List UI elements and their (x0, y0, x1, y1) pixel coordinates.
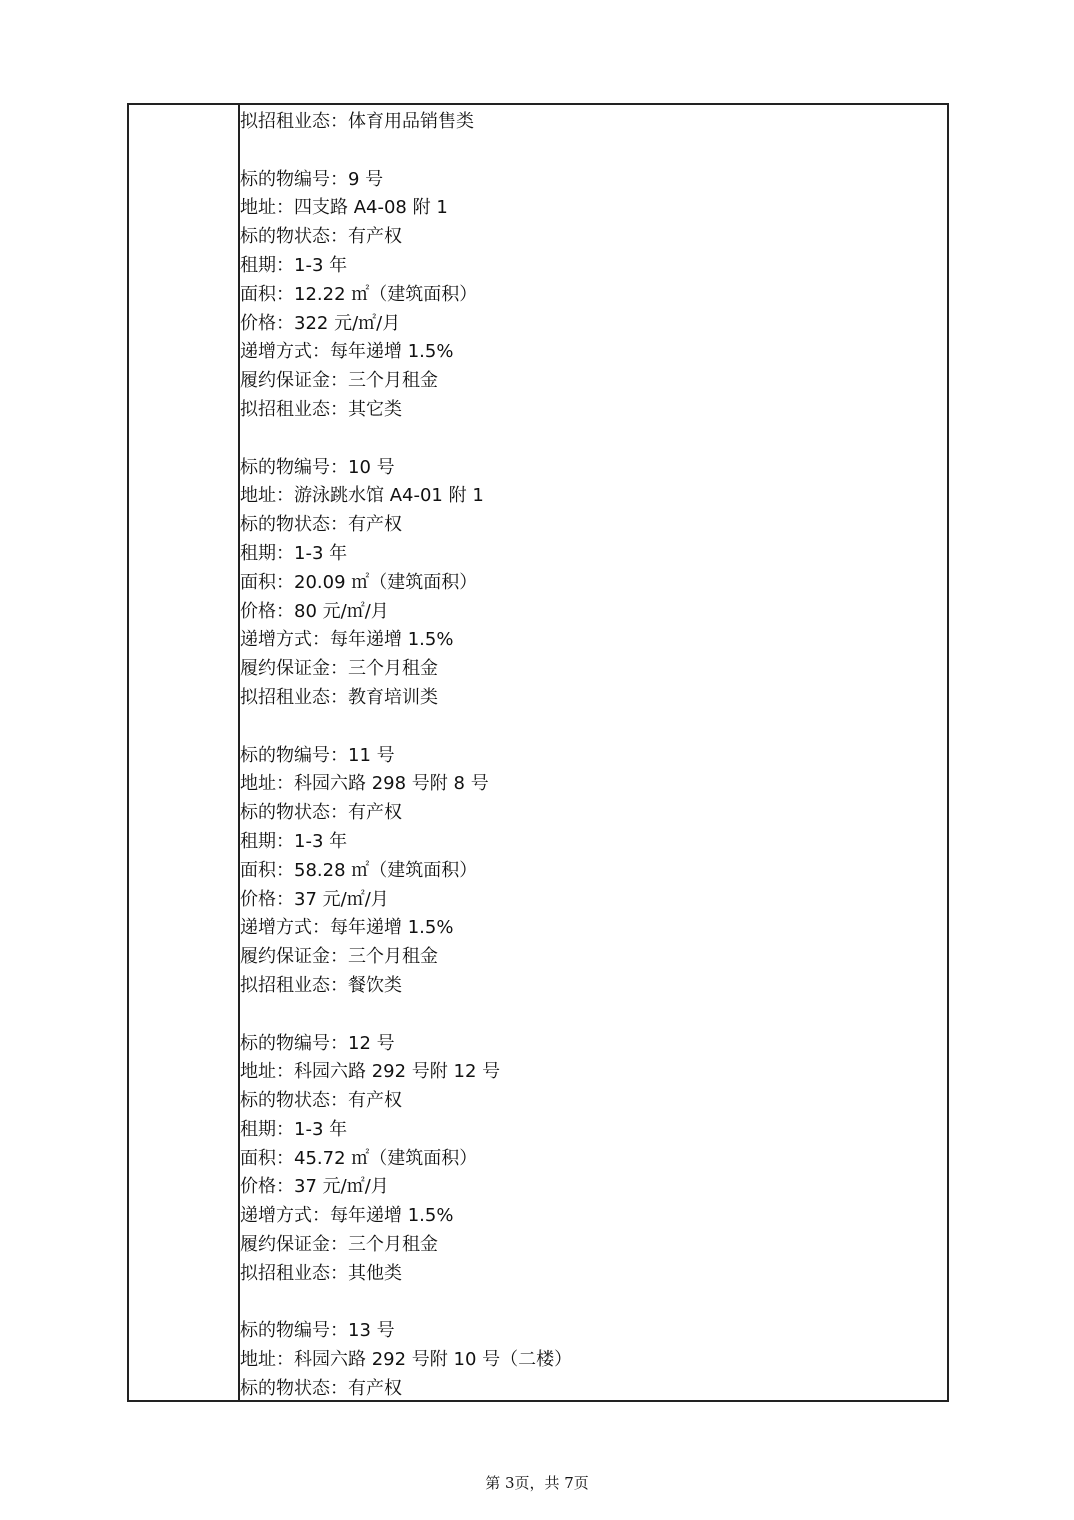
text-line: 面积：45.72 ㎡（建筑面积） (240, 1147, 478, 1169)
page-footer: 第 3页，共 7页 (485, 1474, 589, 1492)
text-line: 地址：科园六路 292 号附 12 号 (240, 1061, 501, 1083)
text-line: 递增方式：每年递增 1.5% (240, 917, 454, 939)
text-line: 递增方式：每年递增 1.5% (240, 1205, 454, 1227)
text-line: 价格：37 元/㎡/月 (240, 1176, 389, 1198)
text-line: 标的物编号：11 号 (240, 744, 395, 766)
text-line: 拟招租业态：其它类 (240, 398, 402, 420)
blank-line (240, 713, 947, 742)
text-line: 履约保证金：三个月租金 (240, 1234, 438, 1256)
text-line: 标的物状态：有产权 (240, 802, 402, 824)
text-line: 价格：80 元/㎡/月 (240, 600, 389, 622)
listing-table (127, 103, 949, 1402)
text-line: 履约保证金：三个月租金 (240, 946, 438, 968)
blank-line (240, 137, 947, 166)
text-line: 标的物状态：有产权 (240, 226, 402, 248)
text-line: 标的物编号：12 号 (240, 1032, 395, 1054)
text-line: 拟招租业态：体育用品销售类 (240, 111, 474, 132)
text-line: 拟招租业态：教育培训类 (240, 686, 438, 708)
text-line: 标的物状态：有产权 (240, 514, 402, 536)
text-line: 标的物编号：9 号 (240, 168, 384, 190)
text-line: 租期：1-3 年 (240, 830, 348, 852)
text-line: 地址：科园六路 298 号附 8 号 (240, 773, 489, 795)
text-line: 拟招租业态：其他类 (240, 1262, 402, 1284)
table-left-cell (129, 105, 240, 1400)
text-line: 标的物状态：有产权 (240, 1090, 402, 1112)
text-line: 履约保证金：三个月租金 (240, 658, 438, 680)
text-line: 价格：37 元/㎡/月 (240, 888, 389, 910)
text-line: 面积：58.28 ㎡（建筑面积） (240, 859, 478, 881)
text-line: 地址：游泳跳水馆 A4-01 附 1 (240, 485, 484, 507)
blank-line (240, 1001, 947, 1030)
text-line: 面积：12.22 ㎡（建筑面积） (240, 283, 478, 305)
text-line: 标的物状态：有产权 (240, 1378, 402, 1400)
text-line: 价格：322 元/㎡/月 (240, 312, 401, 334)
text-line: 地址：四支路 A4-08 附 1 (240, 197, 448, 219)
text-line: 地址：科园六路 292 号附 10 号（二楼） (240, 1349, 573, 1371)
blank-line (240, 1289, 947, 1318)
text-line: 面积：20.09 ㎡（建筑面积） (240, 571, 478, 593)
text-line: 标的物编号：13 号 (240, 1320, 395, 1342)
text-line: 租期：1-3 年 (240, 542, 348, 564)
text-line: 递增方式：每年递增 1.5% (240, 629, 454, 651)
text-line: 标的物编号：10 号 (240, 456, 395, 478)
text-line: 拟招租业态：餐饮类 (240, 974, 402, 996)
text-line: 履约保证金：三个月租金 (240, 370, 438, 392)
blank-line (240, 425, 947, 454)
text-line: 递增方式：每年递增 1.5% (240, 341, 454, 363)
table-content-cell (240, 108, 947, 1404)
text-line: 租期：1-3 年 (240, 1118, 348, 1140)
text-line: 租期：1-3 年 (240, 254, 348, 276)
